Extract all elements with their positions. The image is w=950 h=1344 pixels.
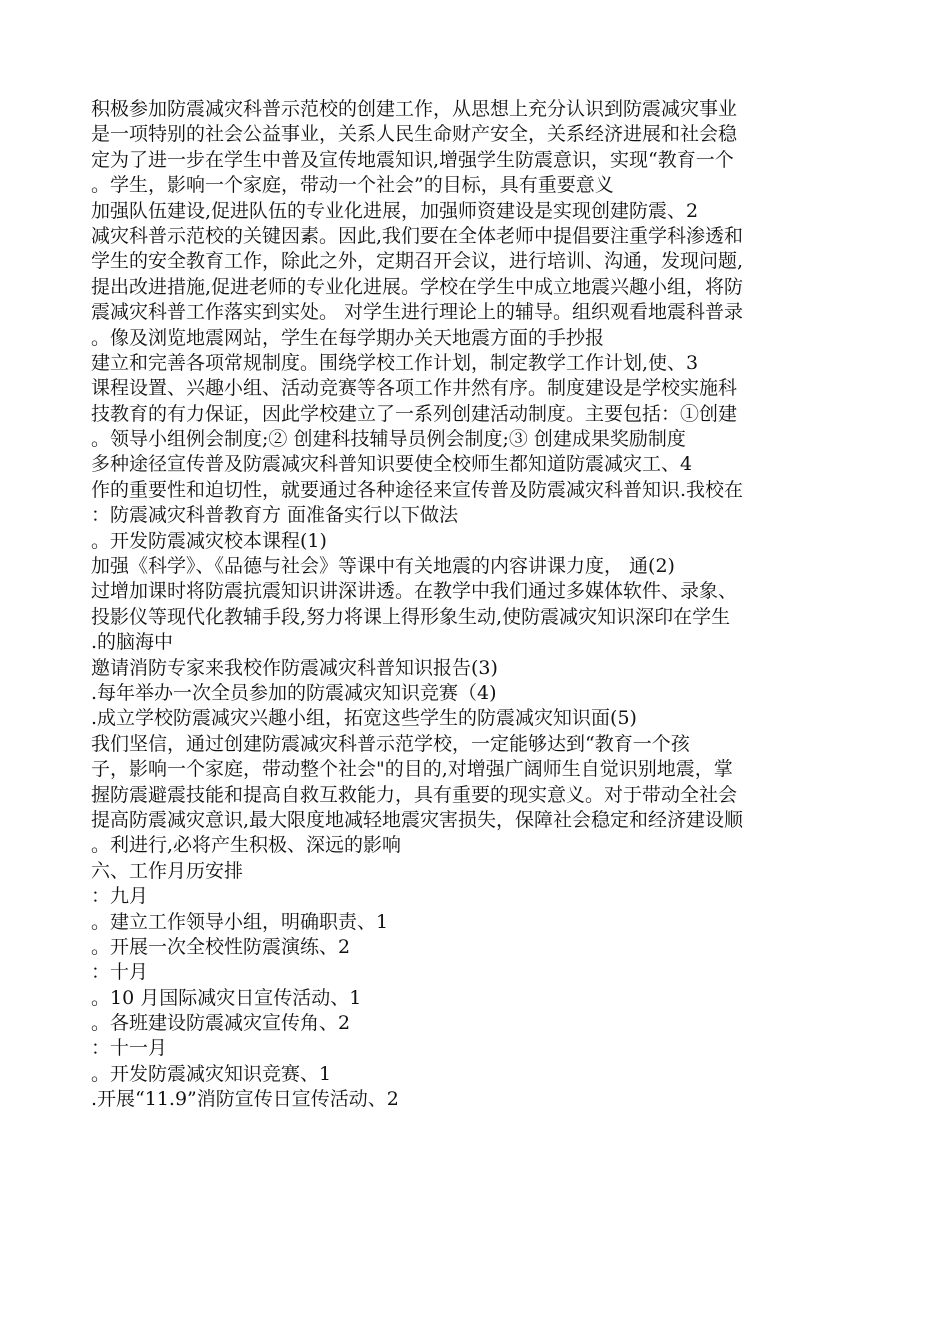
text-line: .每年举办一次全员参加的防震减灾知识竞赛（4) xyxy=(91,681,497,704)
schedule-item: 。建立工作领导小组，明确职责、1 xyxy=(91,910,389,933)
text-line: 提出改进措施,促进老师的专业化进展。学校在学生中成立地震兴趣小组，将防 xyxy=(91,275,744,298)
schedule-item: 。各班建设防震减灾宣传角、2 xyxy=(91,1012,351,1035)
text-line: 加强《科学》、《品德与社会》等课中有关地震的内容讲课力度， 通(2) xyxy=(91,555,675,578)
text-line: 。利进行,必将产生积极、深远的影响 xyxy=(91,834,402,857)
text-line: 定为了进一步在学生中普及宣传地震知识,增强学生防震意识，实现“教育一个 xyxy=(91,148,734,171)
text-line: 建立和完善各项常规制度。围绕学校工作计划，制定教学工作计划,使、3 xyxy=(91,351,699,374)
text-line: 。学生，影响一个家庭，带动一个社会”的目标，具有重要意义 xyxy=(91,174,614,197)
month-heading: ：十月 xyxy=(91,961,149,984)
text-line: 。开发防震减灾校本课程(1) xyxy=(91,529,327,552)
text-line: .成立学校防震减灾兴趣小组，拓宽这些学生的防震减灾知识面(5) xyxy=(91,707,637,730)
text-line: 作的重要性和迫切性，就要通过各种途径来宣传普及防震减灾科普知识.我校在 xyxy=(91,478,744,501)
schedule-item: .开展“11.9”消防宣传日宣传活动、2 xyxy=(91,1088,399,1111)
text-line: 提高防震减灾意识,最大限度地减轻地震灾害损失，保障社会稳定和经济建设顺 xyxy=(91,808,744,831)
text-line: 子，影响一个家庭，带动整个社会"的目的,对增强广阔师生自觉识别地震，掌 xyxy=(91,758,733,781)
text-line: 震减灾科普工作落实到实处。 对学生进行理论上的辅导。组织观看地震科普录 xyxy=(91,301,744,324)
document-body xyxy=(91,97,861,1113)
text-line: 技教育的有力保证，因此学校建立了一系列创建活动制度。主要包括：①创建 xyxy=(91,402,738,425)
text-line: 投影仪等现代化教辅手段,努力将课上得形象生动,使防震减灾知识深印在学生 xyxy=(91,605,731,628)
text-line: 加强队伍建设,促进队伍的专业化进展，加强师资建设是实现创建防震、2 xyxy=(91,199,699,222)
text-line: 握防震避震技能和提高自救互救能力，具有重要的现实意义。对于带动全社会 xyxy=(91,783,738,806)
text-line: 积极参加防震减灾科普示范校的创建工作，从思想上充分认识到防震减灾事业 xyxy=(91,98,738,120)
text-line: 课程设置、兴趣小组、活动竞赛等各项工作井然有序。制度建设是学校实施科 xyxy=(91,377,738,400)
text-line: 是一项特别的社会公益事业，关系人民生命财产安全，关系经济进展和社会稳 xyxy=(91,123,738,146)
section-heading: 六、工作月历安排 xyxy=(91,859,244,882)
text-line: 减灾科普示范校的关键因素。因此,我们要在全体老师中提倡要注重学科渗透和 xyxy=(91,224,744,247)
month-heading: ：十一月 xyxy=(91,1037,168,1060)
text-line: 邀请消防专家来我校作防震减灾科普知识报告(3) xyxy=(91,656,498,679)
schedule-item: 。开展一次全校性防震演练、2 xyxy=(91,935,351,958)
text-line: ：防震减灾科普教育方 面准备实行以下做法 xyxy=(91,504,459,527)
text-line: 。领导小组例会制度;② 创建科技辅导员例会制度;③ 创建成果奖励制度 xyxy=(91,428,686,451)
text-line: .的脑海中 xyxy=(91,631,174,654)
text-line: 学生的安全教育工作，除此之外，定期召开会议，进行培训、沟通，发现问题, xyxy=(91,250,744,273)
text-line: 多种途径宣传普及防震减灾科普知识要使全校师生都知道防震减灾工、4 xyxy=(91,453,693,476)
text-line: 我们坚信，通过创建防震减灾科普示范学校，一定能够达到“教育一个孩 xyxy=(91,732,690,755)
schedule-item: 。开发防震减灾知识竞赛、1 xyxy=(91,1062,332,1085)
text-line: 过增加课时将防震抗震知识讲深讲透。在教学中我们通过多媒体软件、录象、 xyxy=(91,580,738,603)
schedule-item: 。10 月国际减灾日宣传活动、1 xyxy=(91,986,362,1009)
text-line: 。像及浏览地震网站，学生在每学期办关天地震方面的手抄报 xyxy=(91,326,605,349)
month-heading: ：九月 xyxy=(91,885,149,908)
